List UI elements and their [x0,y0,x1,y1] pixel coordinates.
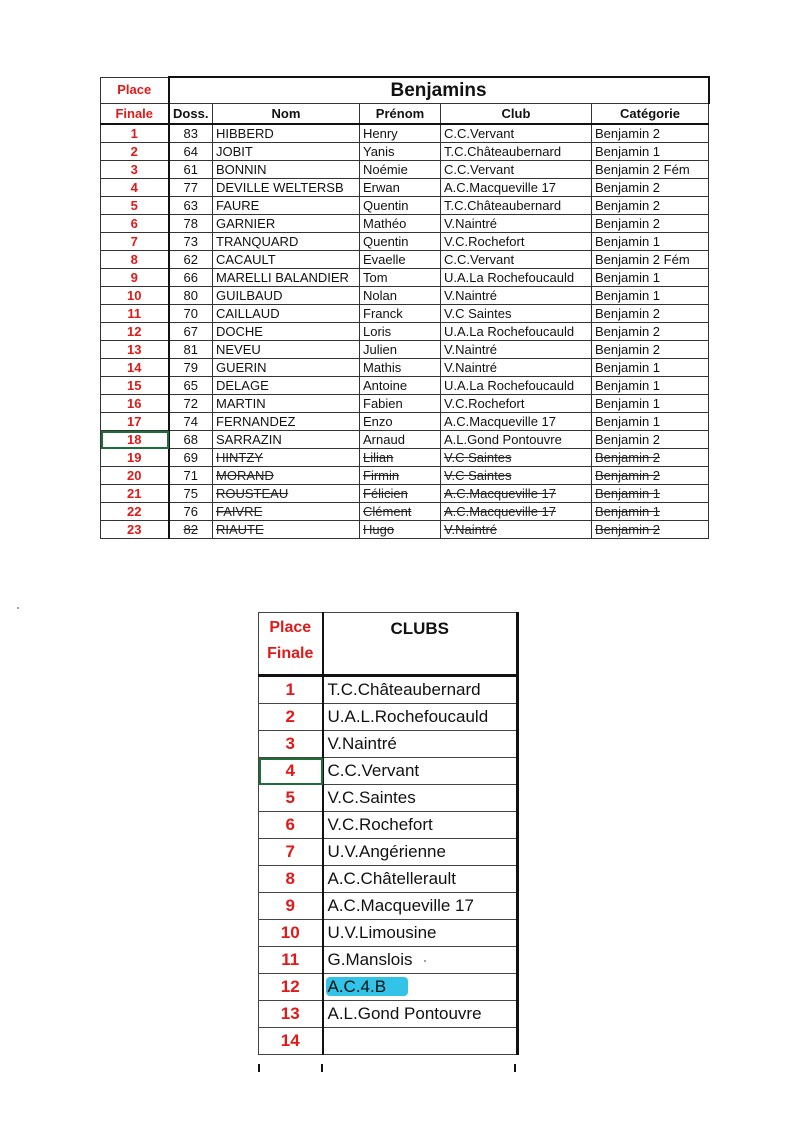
doss-cell[interactable]: 65 [169,377,213,395]
prenom-cell[interactable]: Franck [360,305,441,323]
clubs-title: CLUBS [323,613,518,676]
place-cell[interactable]: 21 [101,485,169,503]
place-cell[interactable]: 7 [101,233,169,251]
place-header-line1: Place [101,77,169,104]
club-name-cell[interactable]: A.C.Châtellerault [323,866,518,893]
doss-cell[interactable]: 80 [169,287,213,305]
club-cell[interactable]: V.C Saintes [441,449,592,467]
nom-cell[interactable]: CACAULT [213,251,360,269]
table-row [101,233,709,251]
club-place-cell[interactable]: 10 [259,920,323,947]
list-item [259,920,518,947]
table-row [101,215,709,233]
table-row [101,521,709,539]
place-cell[interactable]: 6 [101,215,169,233]
nom-cell[interactable]: DEVILLE WELTERSB [213,179,360,197]
place-cell[interactable]: 15 [101,377,169,395]
doss-cell[interactable]: 78 [169,215,213,233]
doss-cell[interactable]: 79 [169,359,213,377]
table-row [101,161,709,179]
nom-cell[interactable]: CAILLAUD [213,305,360,323]
list-item [259,893,518,920]
club-place-cell[interactable]: 9 [259,893,323,920]
club-place-cell[interactable]: 13 [259,1001,323,1028]
nom-cell[interactable]: GUILBAUD [213,287,360,305]
club-cell[interactable]: A.L.Gond Pontouvre [441,431,592,449]
nom-cell[interactable]: DELAGE [213,377,360,395]
prenom-cell[interactable]: Firmin [360,467,441,485]
place-cell[interactable]: 12 [101,323,169,341]
list-item [259,758,518,785]
scan-speck [17,607,19,609]
list-item [259,1028,518,1055]
list-item [259,785,518,812]
place-cell[interactable]: 19 [101,449,169,467]
club-name-cell[interactable]: T.C.Châteaubernard [323,676,518,704]
table-row [101,197,709,215]
club-cell[interactable]: V.C Saintes [441,467,592,485]
categorie-cell[interactable]: Benjamin 2 Fém [592,161,709,179]
club-name-cell[interactable] [323,1028,518,1055]
categorie-header: Catégorie [592,104,709,125]
prenom-cell[interactable]: Noémie [360,161,441,179]
doss-cell[interactable]: 76 [169,503,213,521]
list-item [259,974,518,1001]
prenom-cell[interactable]: Nolan [360,287,441,305]
table-row [101,377,709,395]
categorie-cell[interactable]: Benjamin 1 [592,377,709,395]
categorie-cell[interactable]: Benjamin 1 [592,143,709,161]
club-place-cell[interactable]: 12 [259,974,323,1001]
table-row [101,395,709,413]
club-cell[interactable]: V.C.Rochefort [441,233,592,251]
prenom-cell[interactable]: Hugo [360,521,441,539]
club-cell[interactable]: V.Naintré [441,521,592,539]
place-cell[interactable]: 18 [101,431,169,449]
club-place-cell[interactable]: 14 [259,1028,323,1055]
categorie-cell[interactable]: Benjamin 2 [592,467,709,485]
table-row [101,503,709,521]
doss-cell[interactable]: 75 [169,485,213,503]
categorie-cell[interactable]: Benjamin 1 [592,359,709,377]
place-cell[interactable]: 13 [101,341,169,359]
place-cell[interactable]: 22 [101,503,169,521]
list-item [259,731,518,758]
club-name-cell[interactable]: V.Naintré [323,731,518,758]
table-row [101,143,709,161]
table-row [101,449,709,467]
place-cell[interactable]: 11 [101,305,169,323]
nom-cell[interactable]: JOBIT [213,143,360,161]
categorie-cell[interactable]: Benjamin 2 [592,215,709,233]
doss-cell[interactable]: 70 [169,305,213,323]
list-item [259,947,518,974]
club-cell[interactable]: U.A.La Rochefoucauld [441,323,592,341]
results-rows [101,124,709,539]
club-cell[interactable]: U.A.La Rochefoucauld [441,377,592,395]
nom-cell[interactable]: GARNIER [213,215,360,233]
categorie-cell[interactable]: Benjamin 2 [592,341,709,359]
prenom-cell[interactable]: Félicien [360,485,441,503]
nom-cell[interactable]: FAURE [213,197,360,215]
table-row [101,413,709,431]
doss-cell[interactable]: 66 [169,269,213,287]
clubs-place-header-line2: Finale [267,645,314,662]
club-cell[interactable]: V.Naintré [441,287,592,305]
clubs-cut-border-right [514,1064,516,1072]
prenom-cell[interactable]: Quentin [360,233,441,251]
categorie-cell[interactable]: Benjamin 1 [592,233,709,251]
club-name-cell[interactable]: V.C.Saintes [323,785,518,812]
club-cell[interactable]: V.Naintré [441,359,592,377]
place-cell[interactable]: 8 [101,251,169,269]
table-row [101,179,709,197]
club-name-cell[interactable]: G.Manslois [323,947,518,974]
doss-cell[interactable]: 77 [169,179,213,197]
table-row [101,305,709,323]
doss-cell[interactable]: 68 [169,431,213,449]
prenom-cell[interactable]: Quentin [360,197,441,215]
nom-cell[interactable]: GUERIN [213,359,360,377]
categorie-cell[interactable]: Benjamin 2 [592,323,709,341]
club-cell[interactable]: V.C.Rochefort [441,395,592,413]
categorie-cell[interactable]: Benjamin 1 [592,269,709,287]
club-name-cell[interactable]: A.C.Macqueville 17 [323,893,518,920]
prenom-cell[interactable]: Arnaud [360,431,441,449]
place-cell[interactable]: 10 [101,287,169,305]
doss-cell[interactable]: 62 [169,251,213,269]
doss-cell[interactable]: 69 [169,449,213,467]
club-cell[interactable]: A.C.Macqueville 17 [441,503,592,521]
club-place-cell[interactable]: 1 [259,676,323,704]
nom-cell[interactable]: HINTZY [213,449,360,467]
categorie-cell[interactable]: Benjamin 2 [592,431,709,449]
prenom-cell[interactable]: Lilian [360,449,441,467]
doss-cell[interactable]: 73 [169,233,213,251]
club-cell[interactable]: T.C.Châteaubernard [441,197,592,215]
prenom-cell[interactable]: Henry [360,124,441,143]
prenom-cell[interactable]: Yanis [360,143,441,161]
prenom-cell[interactable]: Julien [360,341,441,359]
place-cell[interactable]: 17 [101,413,169,431]
table-row [101,323,709,341]
nom-cell[interactable]: NEVEU [213,341,360,359]
prenom-cell[interactable]: Erwan [360,179,441,197]
results-table [100,76,710,539]
categorie-cell[interactable]: Benjamin 2 [592,124,709,143]
club-cell[interactable]: V.C Saintes [441,305,592,323]
doss-cell[interactable]: 64 [169,143,213,161]
club-cell[interactable]: U.A.La Rochefoucauld [441,269,592,287]
doss-cell[interactable]: 71 [169,467,213,485]
nom-cell[interactable]: ROUSTEAU [213,485,360,503]
place-cell[interactable]: 2 [101,143,169,161]
club-place-cell[interactable]: 11 [259,947,323,974]
prenom-header: Prénom [360,104,441,125]
prenom-cell[interactable]: Loris [360,323,441,341]
categorie-cell[interactable]: Benjamin 2 Fém [592,251,709,269]
highlighted-club-name: A.C.4.B [326,977,409,996]
doss-cell[interactable]: 63 [169,197,213,215]
club-cell[interactable]: C.C.Vervant [441,161,592,179]
club-cell[interactable]: V.Naintré [441,215,592,233]
place-cell[interactable]: 9 [101,269,169,287]
nom-cell[interactable]: MORAND [213,467,360,485]
place-cell[interactable]: 5 [101,197,169,215]
categorie-cell[interactable]: Benjamin 1 [592,413,709,431]
prenom-cell[interactable]: Clément [360,503,441,521]
table-row [101,467,709,485]
categorie-cell[interactable]: Benjamin 1 [592,287,709,305]
club-cell[interactable]: T.C.Châteaubernard [441,143,592,161]
club-name-cell[interactable]: C.C.Vervant [323,758,518,785]
list-item [259,676,518,704]
place-header-line2: Finale [101,104,169,125]
club-place-cell[interactable]: 8 [259,866,323,893]
scan-speck [424,960,426,962]
table-row [101,359,709,377]
club-cell[interactable]: A.C.Macqueville 17 [441,179,592,197]
club-place-cell[interactable]: 7 [259,839,323,866]
place-cell[interactable]: 14 [101,359,169,377]
prenom-cell[interactable]: Mathis [360,359,441,377]
club-name-cell[interactable] [323,974,518,1001]
table-row [101,251,709,269]
table-row [101,485,709,503]
club-name-cell[interactable]: U.V.Limousine [323,920,518,947]
clubs-place-header-line1: Place [269,619,312,636]
club-place-cell[interactable]: 4 [259,758,323,785]
clubs-rows [259,676,518,1055]
place-cell[interactable]: 20 [101,467,169,485]
prenom-cell[interactable]: Enzo [360,413,441,431]
nom-cell[interactable]: SARRAZIN [213,431,360,449]
nom-cell[interactable]: HIBBERD [213,124,360,143]
categorie-cell[interactable]: Benjamin 2 [592,197,709,215]
nom-header: Nom [213,104,360,125]
club-cell[interactable]: V.Naintré [441,341,592,359]
prenom-cell[interactable]: Antoine [360,377,441,395]
nom-cell[interactable]: RIAUTE [213,521,360,539]
nom-cell[interactable]: FAIVRE [213,503,360,521]
place-cell[interactable]: 3 [101,161,169,179]
nom-cell[interactable]: BONNIN [213,161,360,179]
list-item [259,704,518,731]
categorie-cell[interactable]: Benjamin 1 [592,503,709,521]
place-cell[interactable]: 4 [101,179,169,197]
place-cell[interactable]: 1 [101,124,169,143]
list-item [259,812,518,839]
page-title: Benjamins [169,77,709,104]
place-cell[interactable]: 16 [101,395,169,413]
club-cell[interactable]: C.C.Vervant [441,251,592,269]
club-header: Club [441,104,592,125]
doss-cell[interactable]: 83 [169,124,213,143]
nom-cell[interactable]: TRANQUARD [213,233,360,251]
club-name-cell[interactable]: U.A.L.Rochefoucauld [323,704,518,731]
club-cell[interactable]: C.C.Vervant [441,124,592,143]
prenom-cell[interactable]: Tom [360,269,441,287]
doss-cell[interactable]: 67 [169,323,213,341]
list-item [259,839,518,866]
table-row [101,124,709,143]
categorie-cell[interactable]: Benjamin 1 [592,395,709,413]
club-name-cell[interactable]: U.V.Angérienne [323,839,518,866]
doss-header: Doss. [169,104,213,125]
nom-cell[interactable]: MARTIN [213,395,360,413]
categorie-cell[interactable]: Benjamin 2 [592,305,709,323]
place-cell[interactable]: 23 [101,521,169,539]
categorie-cell[interactable]: Benjamin 2 [592,521,709,539]
clubs-cut-border-mid [321,1064,323,1072]
nom-cell[interactable]: MARELLI BALANDIER [213,269,360,287]
table-row [101,287,709,305]
doss-cell[interactable]: 72 [169,395,213,413]
table-row [101,341,709,359]
clubs-place-header [259,613,323,676]
club-place-cell[interactable]: 2 [259,704,323,731]
prenom-cell[interactable]: Mathéo [360,215,441,233]
doss-cell[interactable]: 61 [169,161,213,179]
clubs-table [258,612,519,1055]
nom-cell[interactable]: DOCHE [213,323,360,341]
prenom-cell[interactable]: Evaelle [360,251,441,269]
club-cell[interactable]: A.C.Macqueville 17 [441,485,592,503]
table-row [101,269,709,287]
categorie-cell[interactable]: Benjamin 2 [592,449,709,467]
list-item [259,866,518,893]
nom-cell[interactable]: FERNANDEZ [213,413,360,431]
doss-cell[interactable]: 81 [169,341,213,359]
prenom-cell[interactable]: Fabien [360,395,441,413]
categorie-cell[interactable]: Benjamin 2 [592,179,709,197]
club-place-cell[interactable]: 6 [259,812,323,839]
doss-cell[interactable]: 82 [169,521,213,539]
list-item [259,1001,518,1028]
club-place-cell[interactable]: 5 [259,785,323,812]
categorie-cell[interactable]: Benjamin 1 [592,485,709,503]
club-name-cell[interactable]: A.L.Gond Pontouvre [323,1001,518,1028]
clubs-cut-border-left [258,1064,260,1072]
clubs-cut-off-row [258,1064,517,1072]
club-name-cell[interactable]: V.C.Rochefort [323,812,518,839]
club-cell[interactable]: A.C.Macqueville 17 [441,413,592,431]
club-place-cell[interactable]: 3 [259,731,323,758]
doss-cell[interactable]: 74 [169,413,213,431]
table-row [101,431,709,449]
